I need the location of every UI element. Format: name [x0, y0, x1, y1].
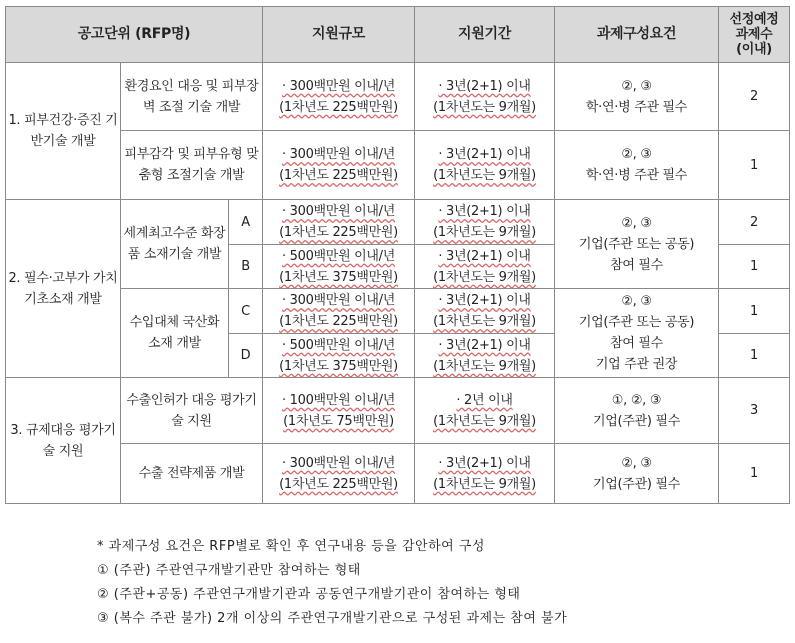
support-scale: · 300백만원 이내/년 (1차년도 225백만원): [263, 131, 415, 200]
group-name: 3. 규제대응 평가기술 지원: [6, 378, 121, 504]
header-count-line1: 선정예정: [729, 12, 779, 27]
support-period: · 3년(2+1) 이내 (1차년도는 9개월): [415, 63, 555, 131]
support-period: · 3년(2+1) 이내 (1차년도는 9개월): [415, 444, 555, 504]
support-period: · 3년(2+1) 이내 (1차년도는 9개월): [415, 131, 555, 200]
support-scale: · 300백만원 이내/년 (1차년도 225백만원): [263, 200, 415, 245]
header-period: 지원기간: [415, 7, 555, 63]
support-scale: · 300백만원 이내/년 (1차년도 225백만원): [263, 63, 415, 131]
requirement: ②, ③ 기업(주관) 필수: [555, 444, 719, 504]
selection-count: 2: [719, 63, 790, 131]
header-unit: 공고단위 (RFP명): [6, 7, 263, 63]
header-scale: 지원규모: [263, 7, 415, 63]
table-row: [6, 131, 790, 200]
rfp-name: 수출 전략제품 개발: [121, 444, 263, 504]
table-row: [6, 289, 790, 334]
footnote-1: ① (주관) 주관연구개발기관만 참여하는 형태: [97, 563, 361, 578]
header-count: [719, 7, 790, 63]
rfp-table: [5, 6, 790, 504]
table-row: [6, 378, 790, 444]
requirement: ②, ③ 학·연·병 주관 필수: [555, 131, 719, 200]
support-scale: · 300백만원 이내/년 (1차년도 225백만원): [263, 444, 415, 504]
rfp-code: A: [229, 200, 263, 245]
footnote-3: ③ (복수 주관 불가) 2개 이상의 주관연구개발기관으로 구성된 과제는 참여 불가: [97, 611, 568, 626]
rfp-name: 피부감각 및 피부유형 맞춤형 조절기술 개발: [121, 131, 263, 200]
rfp-code: D: [229, 334, 263, 378]
footnotes: [97, 535, 567, 631]
rfp-name: 수출인허가 대응 평가기술 지원: [121, 378, 263, 444]
requirement: ①, ②, ③ 기업(주관) 필수: [555, 378, 719, 444]
header-row: [6, 7, 790, 63]
support-scale: · 500백만원 이내/년 (1차년도 375백만원): [263, 334, 415, 378]
rfp-name: 수입대체 국산화 소재 개발: [121, 289, 229, 378]
group-name: 1. 피부건강·증진 기반기술 개발: [6, 63, 121, 200]
header-count-line2: 과제수: [735, 27, 773, 42]
requirement: ②, ③ 기업(주관 또는 공동) 참여 필수 기업 주관 권장: [555, 289, 719, 378]
support-scale: · 100백만원 이내/년 (1차년도 75백만원): [263, 378, 415, 444]
rfp-code: B: [229, 245, 263, 289]
selection-count: 3: [719, 378, 790, 444]
support-period: · 3년(2+1) 이내 (1차년도는 9개월): [415, 334, 555, 378]
rfp-code: C: [229, 289, 263, 334]
support-period: · 3년(2+1) 이내 (1차년도는 9개월): [415, 245, 555, 289]
footnote-2: ② (주관+공동) 주관연구개발기관과 공동연구개발기관이 참여하는 형태: [97, 587, 521, 602]
requirement: ②, ③ 학·연·병 주관 필수: [555, 63, 719, 131]
support-period: · 3년(2+1) 이내 (1차년도는 9개월): [415, 200, 555, 245]
table-row: [6, 63, 790, 131]
group-name: 2. 필수·고부가 가치 기초소재 개발: [6, 200, 121, 378]
support-scale: · 300백만원 이내/년 (1차년도 225백만원): [263, 289, 415, 334]
selection-count: 2: [719, 200, 790, 245]
support-scale: · 500백만원 이내/년 (1차년도 375백만원): [263, 245, 415, 289]
footnote-general: * 과제구성 요건은 RFP별로 확인 후 연구내용 등을 감안하여 구성: [97, 539, 485, 554]
header-requirement: 과제구성요건: [555, 7, 719, 63]
header-count-line3: (이내): [736, 42, 772, 57]
support-period: · 2년 이내 (1차년도는 9개월): [415, 378, 555, 444]
rfp-name: 세계최고수준 화장품 소재기술 개발: [121, 200, 229, 289]
selection-count: 1: [719, 444, 790, 504]
requirement: ②, ③ 기업(주관 또는 공동) 참여 필수: [555, 200, 719, 289]
selection-count: 1: [719, 131, 790, 200]
selection-count: 1: [719, 334, 790, 378]
rfp-name: 환경요인 대응 및 피부장벽 조절 기술 개발: [121, 63, 263, 131]
selection-count: 1: [719, 289, 790, 334]
support-period: · 3년(2+1) 이내 (1차년도는 9개월): [415, 289, 555, 334]
table-row: [6, 200, 790, 245]
table-row: [6, 444, 790, 504]
selection-count: 1: [719, 245, 790, 289]
